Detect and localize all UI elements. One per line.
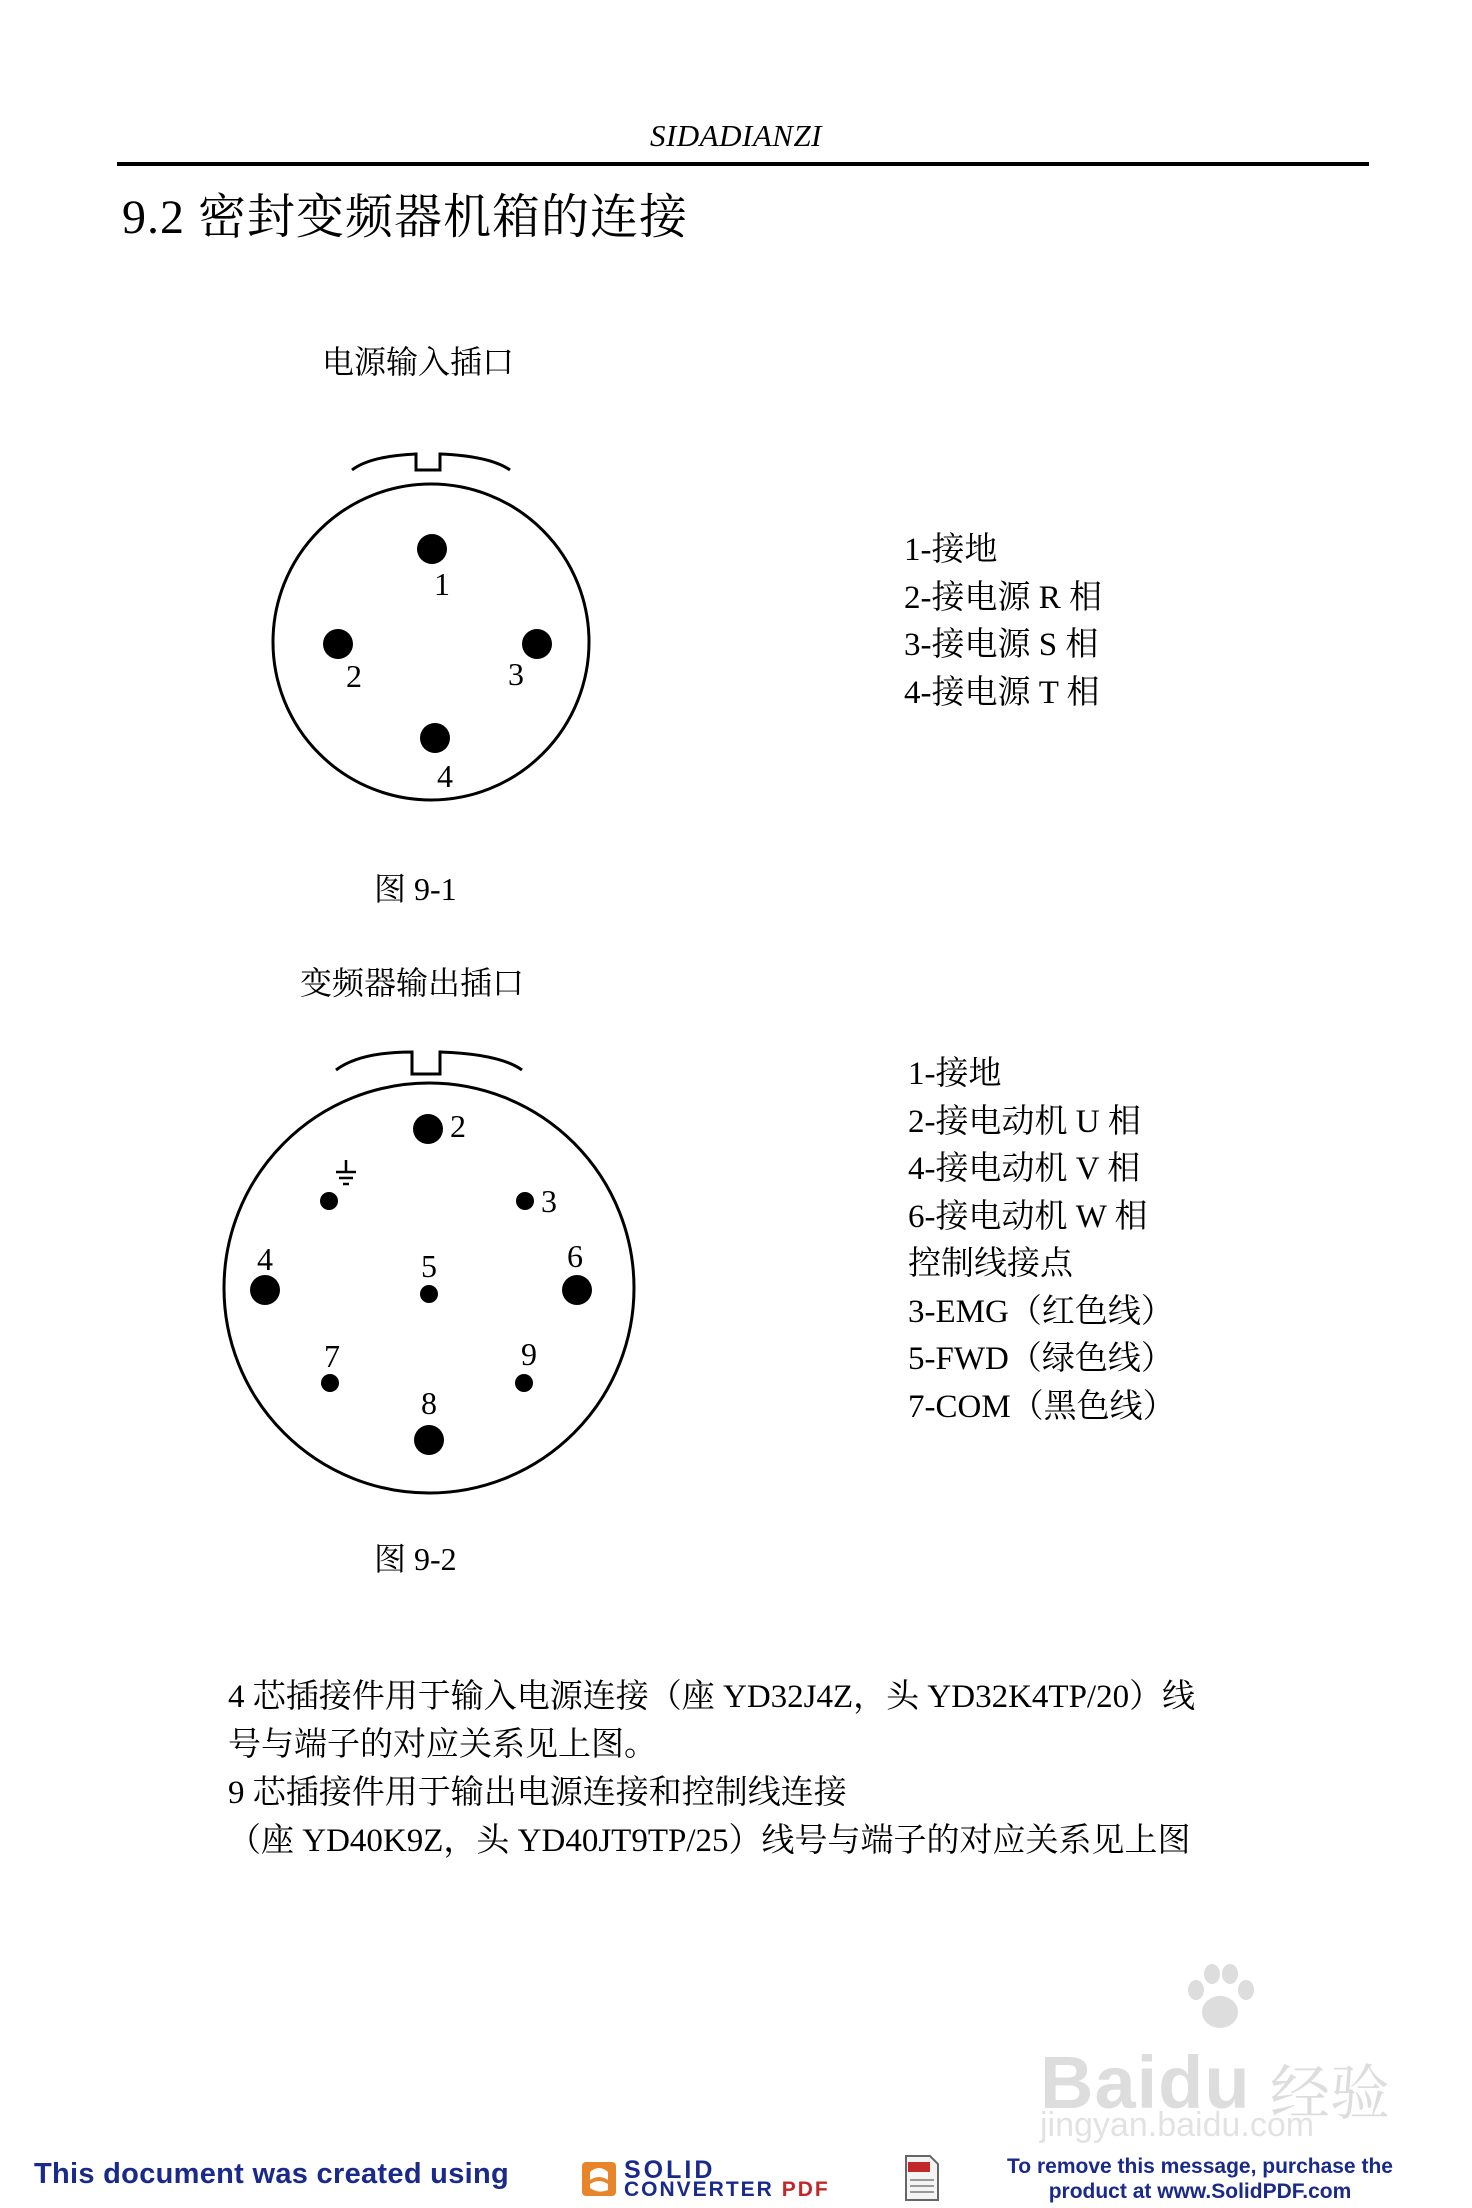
converter-footer: [0, 2150, 1472, 2208]
connector-key-arc: [336, 1052, 522, 1074]
pin-label-3: 3: [508, 656, 524, 692]
legend-item: 7-COM（黑色线）: [908, 1388, 1176, 1425]
pin-label-8: 8: [421, 1385, 437, 1421]
pin-label-1: 1: [434, 566, 450, 602]
diagram2-legend: [908, 1051, 1176, 1431]
watermark-url: jingyan.baidu.com: [1040, 2106, 1315, 2144]
diagram2-title: 变频器输出插口: [300, 965, 525, 1001]
pin-2: [323, 629, 353, 659]
legend-item: 1-接地: [908, 1056, 1002, 1092]
pin-label-4: 4: [437, 758, 453, 794]
header-brand: SIDADIANZI: [649, 118, 823, 153]
legend-item: 3-接电源 S 相: [904, 627, 1099, 663]
legend-item: 3-EMG（红色线）: [908, 1293, 1174, 1330]
pin-3: [522, 629, 552, 659]
legend-item: 2-接电动机 U 相: [908, 1103, 1141, 1140]
figure-caption-9-1: 图 9-1: [374, 871, 457, 907]
body-line: （座 YD40K9Z，头 YD40JT9TP/25）线号与端子的对应关系见上图: [228, 1823, 1191, 1859]
logo-converter-text: CONVERTER PDF: [624, 2178, 830, 2201]
pin-label-2: 2: [450, 1108, 466, 1144]
pin-label-2: 2: [346, 658, 362, 694]
connector-key-arc: [352, 454, 510, 470]
legend-item: 5-FWD（绿色线）: [908, 1341, 1174, 1377]
pin-ground: [320, 1192, 338, 1210]
pin-7: [321, 1374, 339, 1392]
legend-item: 1-接地: [904, 532, 998, 568]
watermark-brand: Baidu: [1040, 2041, 1251, 2124]
pin-label-7: 7: [324, 1338, 340, 1374]
body-line: 4 芯插接件用于输入电源连接（座 YD32J4Z，头 YD32K4TP/20）线: [228, 1679, 1196, 1715]
solid-logo-icon: [580, 2160, 618, 2198]
ground-symbol-icon: [336, 1160, 356, 1184]
pin-8-small: [515, 1374, 533, 1392]
pin-label-3: 3: [541, 1183, 557, 1219]
connector-4pin-diagram: [260, 440, 600, 820]
pin-label-6: 6: [567, 1238, 583, 1274]
pin-4: [420, 723, 450, 753]
solid-converter-logo: [580, 2156, 890, 2202]
diagram1-title: 电源输入插口: [322, 344, 515, 380]
pin-2: [413, 1114, 443, 1144]
pin-label-5: 5: [421, 1248, 437, 1284]
pin-1: [417, 534, 447, 564]
pin-8: [414, 1425, 444, 1455]
paw-icon: [1180, 1960, 1260, 2040]
pin-6: [562, 1275, 592, 1305]
pin-label-4: 4: [257, 1241, 273, 1277]
pin-5: [420, 1285, 438, 1303]
pin-4: [250, 1275, 280, 1305]
header-rule: [117, 162, 1369, 166]
section-title: 9.2 密封变频器机箱的连接: [122, 191, 689, 244]
pdf-document-icon: [904, 2154, 940, 2202]
logo-solid-text: SOLID: [624, 2156, 716, 2184]
footer-left-text: This document was created using: [34, 2158, 510, 2190]
legend-item: 4-接电动机 V 相: [908, 1151, 1141, 1187]
body-line: 号与端子的对应关系见上图。: [228, 1727, 657, 1763]
legend-item: 控制线接点: [908, 1246, 1073, 1282]
pin-3: [516, 1192, 534, 1210]
diagram1-legend: [904, 527, 1102, 717]
body-line: 9 芯插接件用于输出电源连接和控制线连接: [228, 1775, 847, 1811]
legend-item: 4-接电源 T 相: [904, 674, 1100, 711]
connector-9pin-diagram: [200, 1040, 660, 1510]
legend-item: 6-接电动机 W 相: [908, 1198, 1148, 1235]
watermark-cn: 经验: [1270, 2059, 1390, 2129]
pin-label-9: 9: [521, 1336, 537, 1372]
figure-caption-9-2: 图 9-2: [374, 1541, 457, 1577]
legend-item: 2-接电源 R 相: [904, 579, 1102, 616]
footer-right-text[interactable]: To remove this message, purchase the product at www.SolidPDF.com: [1007, 2155, 1393, 2203]
baidu-watermark: [1040, 1960, 1440, 2150]
